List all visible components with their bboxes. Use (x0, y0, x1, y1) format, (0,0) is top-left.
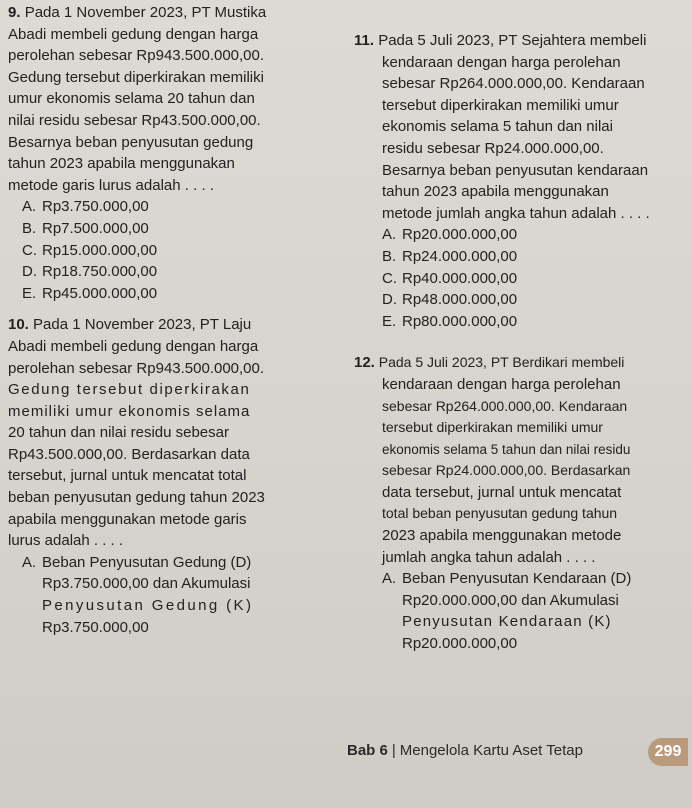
option-letter: D. (22, 263, 37, 281)
question-12-line: jumlah angka tahun adalah . . . . (382, 548, 596, 566)
option-text: Rp3.750.000,00 (42, 198, 149, 216)
question-10 (8, 314, 343, 638)
question-12-line: 2023 apabila menggunakan metode (382, 527, 622, 545)
question-12-line: tersebut diperkirakan memiliki umur (382, 419, 603, 436)
chapter-label: Bab 6 (347, 742, 388, 759)
question-number: 10. (8, 316, 29, 334)
question-number: 9. (8, 4, 21, 21)
option-letter: A. (22, 198, 37, 216)
option-letter: B. (382, 247, 397, 265)
question-11 (354, 30, 688, 332)
option-text: Beban Penyusutan Kendaraan (D) (402, 570, 632, 588)
option-letter: E. (22, 284, 37, 302)
option-b[interactable] (354, 246, 688, 268)
question-11-line: sebesar Rp264.000.000,00. Kendaraan (382, 75, 645, 93)
question-11-line: kendaraan dengan harga perolehan (382, 53, 621, 71)
option-a[interactable] (354, 224, 688, 246)
option-a-line: Rp3.750.000,00 (42, 618, 149, 636)
question-10-line: perolehan sebesar Rp943.500.000,00. (8, 359, 265, 377)
question-12-line: ekonomis selama 5 tahun dan nilai residu (382, 441, 631, 457)
option-letter: C. (22, 241, 37, 259)
option-e[interactable] (354, 311, 688, 333)
option-letter: D. (382, 291, 397, 309)
option-e[interactable] (8, 283, 343, 305)
page-footer (347, 742, 583, 759)
question-10-line: Rp43.500.000,00. Berdasarkan data (8, 445, 250, 463)
option-c[interactable] (8, 240, 343, 262)
question-11-line: residu sebesar Rp24.000.000,00. (382, 139, 604, 157)
option-letter: E. (382, 312, 397, 330)
question-11-line: Besarnya beban penyusutan kendaraan (382, 161, 649, 179)
question-12-line: kendaraan dengan harga perolehan (382, 375, 621, 393)
option-b[interactable] (8, 218, 343, 240)
question-9 (8, 2, 343, 304)
option-d[interactable] (354, 289, 688, 311)
question-9-line: tahun 2023 apabila menggunakan (8, 155, 235, 173)
option-text: Rp7.500.000,00 (42, 219, 149, 237)
option-a[interactable] (8, 552, 343, 574)
option-text: Rp45.000.000,00 (42, 284, 158, 302)
question-number: 11. (354, 32, 375, 49)
question-9-line: Gedung tersebut diperkirakan memiliki (8, 68, 264, 86)
question-number: 12. (354, 354, 375, 372)
left-column (8, 2, 343, 644)
option-letter: A. (22, 553, 37, 571)
question-11-line: tahun 2023 apabila menggunakan (382, 183, 609, 201)
option-a[interactable] (8, 196, 343, 218)
question-10-line: 20 tahun dan nilai residu sebesar (8, 424, 229, 442)
question-9-line: Abadi membeli gedung dengan harga (8, 25, 259, 43)
page-number-badge: 299 (648, 738, 688, 766)
question-12-line: data tersebut, jurnal untuk mencatat (382, 483, 622, 501)
option-text: Rp80.000.000,00 (402, 312, 518, 330)
option-c[interactable] (354, 268, 688, 290)
question-12-line: total beban penyusutan gedung tahun (382, 505, 618, 522)
option-text: Rp40.000.000,00 (402, 269, 518, 287)
question-text: Pada 1 November 2023, PT Laju (33, 316, 252, 334)
question-11-line: tersebut diperkirakan memiliki umur (382, 96, 619, 114)
question-10-line: tersebut, jurnal untuk mencatat total (8, 467, 247, 485)
right-column (354, 30, 688, 661)
question-11-line (354, 30, 688, 52)
option-letter: C. (382, 269, 397, 287)
option-letter: A. (382, 570, 397, 588)
question-9-line: Besarnya beban penyusutan gedung (8, 133, 254, 151)
option-a-line: Penyusutan Kendaraan (K) (402, 613, 612, 631)
chapter-title: Mengelola Kartu Aset Tetap (399, 742, 583, 759)
question-9-line: metode garis lurus adalah . . . . (8, 176, 214, 194)
question-11-line: metode jumlah angka tahun adalah . . . . (382, 204, 650, 222)
question-12 (354, 352, 688, 654)
option-text: Rp18.750.000,00 (42, 263, 158, 281)
option-text: Rp24.000.000,00 (402, 247, 518, 265)
option-d[interactable] (8, 261, 343, 283)
option-text: Rp48.000.000,00 (402, 291, 518, 309)
question-text: Pada 1 November 2023, PT Mustika (24, 4, 267, 21)
option-letter: B. (22, 219, 37, 237)
option-a-line: Rp3.750.000,00 dan Akumulasi (42, 575, 251, 593)
option-a-line: Rp20.000.000,00 dan Akumulasi (402, 591, 619, 609)
question-text: Pada 5 Juli 2023, PT Sejahtera membeli (378, 32, 647, 49)
question-10-line: memiliki umur ekonomis selama (8, 402, 251, 420)
option-text: Beban Penyusutan Gedung (D) (42, 553, 252, 571)
footer-separator: | (391, 742, 396, 759)
question-12-line (354, 352, 688, 374)
question-10-line: Gedung tersebut diperkirakan (8, 381, 251, 399)
option-text: Rp15.000.000,00 (42, 241, 158, 259)
option-a-line: Penyusutan Gedung (K) (42, 597, 254, 615)
question-9-line: perolehan sebesar Rp943.500.000,00. (8, 47, 265, 65)
question-text: Pada 5 Juli 2023, PT Berdikari membeli (378, 354, 625, 371)
question-10-line: lurus adalah . . . . (8, 532, 124, 550)
option-letter: A. (382, 226, 397, 244)
option-a[interactable] (354, 568, 688, 590)
question-9-line: umur ekonomis selama 20 tahun dan (8, 90, 255, 108)
question-10-line: beban penyusutan gedung tahun 2023 (8, 489, 265, 507)
question-12-line: sebesar Rp24.000.000,00. Berdasarkan (382, 462, 631, 479)
question-9-line: nilai residu sebesar Rp43.500.000,00. (8, 111, 261, 129)
question-10-line (8, 314, 343, 336)
question-12-line: sebesar Rp264.000.000,00. Kendaraan (382, 397, 628, 414)
option-a-line: Rp20.000.000,00 (402, 635, 518, 653)
question-9-line (8, 2, 343, 24)
question-10-line: Abadi membeli gedung dengan harga (8, 337, 259, 355)
question-11-line: ekonomis selama 5 tahun dan nilai (382, 118, 613, 136)
question-10-line: apabila menggunakan metode garis (8, 510, 247, 528)
option-text: Rp20.000.000,00 (402, 226, 518, 244)
